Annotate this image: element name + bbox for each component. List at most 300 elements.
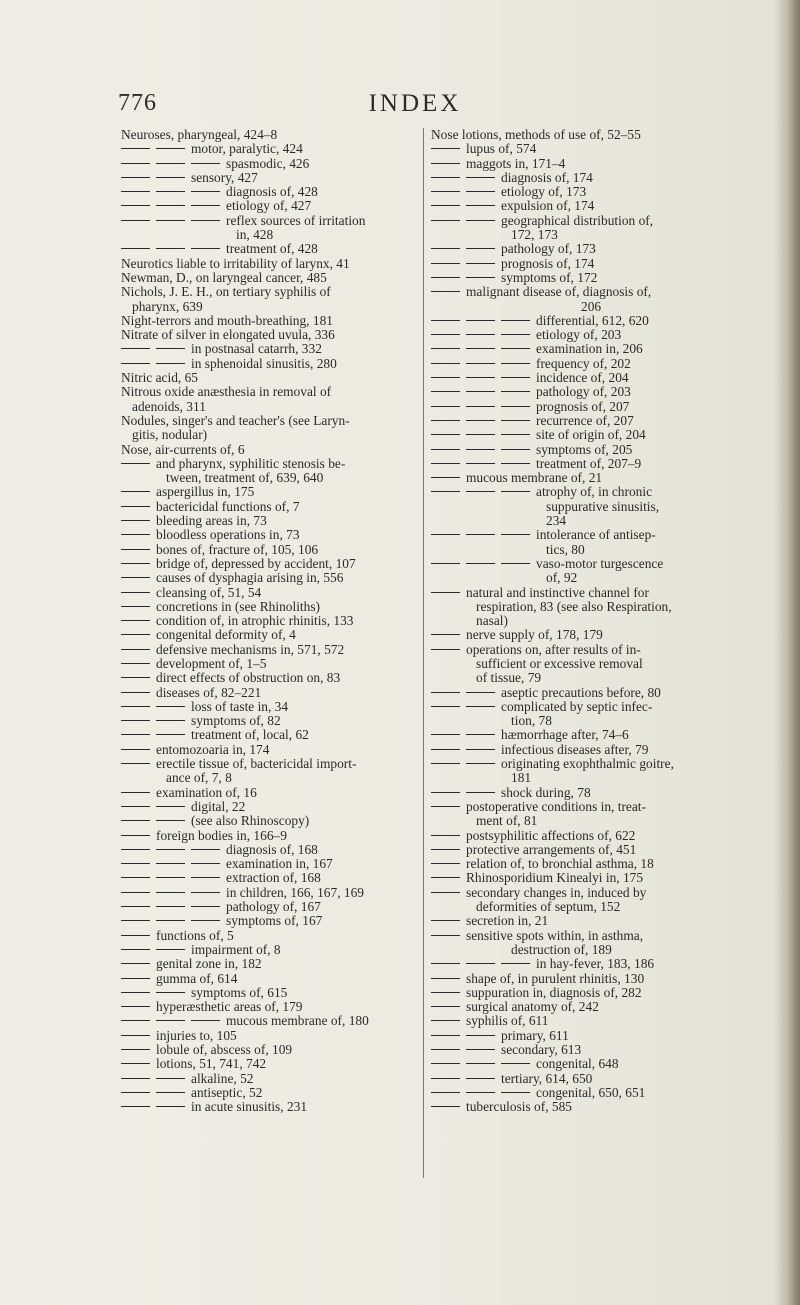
ditto-dash [156, 920, 185, 921]
ditto-dash [431, 1063, 460, 1064]
ditto-dash [466, 463, 495, 464]
index-entry [121, 1029, 411, 1043]
index-entry-text: frequency of, 202 [536, 355, 631, 371]
index-entry [431, 528, 747, 557]
index-entry [431, 972, 747, 986]
index-entry-text: foreign bodies in, 166–9 [156, 827, 287, 843]
ditto-dash [121, 1063, 150, 1064]
ditto-dash [431, 963, 460, 964]
index-entry-text: Nitric acid, 65 [121, 370, 198, 386]
index-entry [431, 185, 747, 199]
ditto-dash [121, 692, 150, 693]
index-entry [121, 528, 411, 542]
index-entry-text: aspergillus in, 175 [156, 484, 255, 500]
index-entry [121, 628, 411, 642]
index-entry [431, 843, 747, 857]
index-entry-text: Night-terrors and mouth-breathing, 181 [121, 312, 333, 328]
ditto-dash [431, 148, 460, 149]
index-entry-text: bridge of, depressed by accident, 107 [156, 555, 356, 571]
index-entry-text: complicated by septic infec- [501, 698, 653, 714]
index-entry [121, 557, 411, 571]
ditto-dash [431, 863, 460, 864]
index-entry [121, 614, 411, 628]
ditto-dash [121, 706, 150, 707]
index-entry [431, 385, 747, 399]
index-entry [121, 1057, 411, 1071]
ditto-dash [121, 734, 150, 735]
index-entry [431, 171, 747, 185]
index-entry [431, 1000, 747, 1014]
ditto-dash [501, 449, 530, 450]
index-entry-text: incidence of, 204 [536, 370, 629, 386]
ditto-dash [466, 563, 495, 564]
ditto-dash [121, 620, 150, 621]
ditto-dash [156, 363, 185, 364]
ditto-dash [156, 863, 185, 864]
index-entry-text: and pharynx, syphilitic stenosis be- [156, 455, 346, 471]
index-entry [121, 886, 411, 900]
index-entry-text: diagnosis of, 168 [226, 841, 318, 857]
ditto-dash [431, 463, 460, 464]
index-entry [121, 443, 411, 457]
ditto-dash [466, 320, 495, 321]
ditto-dash [431, 334, 460, 335]
ditto-dash [121, 606, 150, 607]
ditto-dash [431, 592, 460, 593]
ditto-dash [121, 906, 150, 907]
ditto-dash [121, 649, 150, 650]
ditto-dash [466, 692, 495, 693]
index-entry-text: differential, 612, 620 [536, 312, 649, 328]
index-entry-text: surgical anatomy of, 242 [466, 999, 599, 1015]
index-entry-continuation: gitis, nodular) [132, 427, 208, 443]
ditto-dash [466, 420, 495, 421]
index-entry-text: maggots in, 171–4 [466, 155, 566, 171]
index-entry-continuation: destruction of, 189 [511, 941, 612, 957]
index-entry [431, 586, 747, 629]
index-entry-text: treatment of, 207–9 [536, 455, 642, 471]
index-entry-continuation: respiration, 83 (see also Respiration, [476, 598, 672, 614]
ditto-dash [191, 877, 220, 878]
ditto-dash [191, 849, 220, 850]
ditto-dash [431, 806, 460, 807]
ditto-dash [121, 978, 150, 979]
ditto-dash [466, 348, 495, 349]
ditto-dash [121, 163, 150, 164]
index-entry-continuation: adenoids, 311 [132, 398, 206, 414]
ditto-dash [431, 935, 460, 936]
index-entry-text: sensitive spots within, in asthma, [466, 927, 644, 943]
index-entry-text: Neurotics liable to irritability of larynx, 41 [121, 255, 350, 271]
ditto-dash [431, 220, 460, 221]
index-entry [121, 1043, 411, 1057]
index-entry-text: in postnasal catarrh, 332 [191, 341, 322, 357]
ditto-dash [121, 205, 150, 206]
ditto-dash [466, 277, 495, 278]
index-entry-text: infectious diseases after, 79 [501, 741, 649, 757]
ditto-dash [466, 706, 495, 707]
ditto-dash [156, 892, 185, 893]
index-entry-text: Newman, D., on laryngeal cancer, 485 [121, 269, 327, 285]
index-entry-text: development of, 1–5 [156, 655, 267, 671]
index-entry-text: bloodless operations in, 73 [156, 527, 300, 543]
ditto-dash [191, 863, 220, 864]
index-entry [121, 857, 411, 871]
index-entry-text: symptoms of, 205 [536, 441, 633, 457]
index-entry-text: diagnosis of, 174 [501, 169, 593, 185]
index-entry [121, 671, 411, 685]
index-entry [121, 185, 411, 199]
index-entry [431, 128, 747, 142]
ditto-dash [466, 534, 495, 535]
index-entry-text: pathology of, 203 [536, 384, 631, 400]
ditto-dash [466, 191, 495, 192]
index-entry [431, 199, 747, 213]
ditto-dash [466, 363, 495, 364]
index-entry [121, 700, 411, 714]
ditto-dash [466, 263, 495, 264]
index-entry [431, 357, 747, 371]
ditto-dash [431, 792, 460, 793]
index-entry [121, 171, 411, 185]
index-entry [431, 914, 747, 928]
ditto-dash [431, 634, 460, 635]
index-entry-text: motor, paralytic, 424 [191, 141, 303, 157]
index-entry-text: causes of dysphagia arising in, 556 [156, 570, 344, 586]
index-entry [431, 1043, 747, 1057]
index-entry [431, 371, 747, 385]
index-entry [121, 214, 411, 243]
index-entry [121, 457, 411, 486]
ditto-dash [121, 849, 150, 850]
index-column-right [431, 128, 747, 1114]
ditto-dash [466, 491, 495, 492]
ditto-dash [191, 220, 220, 221]
ditto-dash [501, 491, 530, 492]
index-entry-text: tuberculosis of, 585 [466, 1099, 572, 1115]
index-entry [431, 400, 747, 414]
index-entry [121, 314, 411, 328]
index-entry-text: symptoms of, 615 [191, 984, 288, 1000]
ditto-dash [431, 1006, 460, 1007]
index-entry-text: aseptic precautions before, 80 [501, 684, 661, 700]
ditto-dash [431, 1020, 460, 1021]
ditto-dash [431, 248, 460, 249]
index-entry-text: loss of taste in, 34 [191, 698, 289, 714]
ditto-dash [156, 1020, 185, 1021]
index-entry-text: examination in, 167 [226, 856, 333, 872]
index-entry-text: mucous membrane of, 21 [466, 470, 603, 486]
index-entry [431, 428, 747, 442]
index-entry-text: etiology of, 203 [536, 327, 622, 343]
ditto-dash [121, 806, 150, 807]
index-entry-text: Rhinosporidium Kinealyi in, 175 [466, 870, 644, 886]
index-entry [431, 700, 747, 729]
index-entry-text: in sphenoidal sinusitis, 280 [191, 355, 337, 371]
index-entry [121, 986, 411, 1000]
index-entry-text: recurrence of, 207 [536, 412, 634, 428]
index-entry [121, 843, 411, 857]
index-entry [431, 1014, 747, 1028]
ditto-dash [431, 420, 460, 421]
index-entry-text: sensory, 427 [191, 169, 258, 185]
index-entry-text: treatment of, 428 [226, 241, 318, 257]
index-entry-text: impairment of, 8 [191, 941, 281, 957]
ditto-dash [121, 177, 150, 178]
ditto-dash [121, 363, 150, 364]
ditto-dash [431, 749, 460, 750]
index-entry-text: in acute sinusitis, 231 [191, 1099, 308, 1115]
ditto-dash [431, 205, 460, 206]
index-entry-text: suppuration in, diagnosis of, 282 [466, 984, 642, 1000]
ditto-dash [431, 277, 460, 278]
index-entry [121, 1000, 411, 1014]
index-entry-text: Nichols, J. E. H., on tertiary syphilis of [121, 284, 331, 300]
ditto-dash [501, 1063, 530, 1064]
index-entry [431, 271, 747, 285]
ditto-dash [121, 634, 150, 635]
ditto-dash [431, 734, 460, 735]
index-entry-text: examination in, 206 [536, 341, 643, 357]
ditto-dash [431, 449, 460, 450]
index-entry [121, 957, 411, 971]
index-entry-text: congenital, 648 [536, 1056, 619, 1072]
index-entry [431, 328, 747, 342]
index-entry-text: congenital, 650, 651 [536, 1084, 646, 1100]
ditto-dash [121, 863, 150, 864]
ditto-dash [121, 949, 150, 950]
ditto-dash [466, 434, 495, 435]
index-entry [121, 829, 411, 843]
ditto-dash [466, 1092, 495, 1093]
ditto-dash [121, 1106, 150, 1107]
index-entry [431, 829, 747, 843]
index-entry [431, 986, 747, 1000]
index-entry-continuation: of, 92 [546, 570, 578, 586]
ditto-dash [431, 406, 460, 407]
index-entry [121, 342, 411, 356]
ditto-dash [466, 1063, 495, 1064]
page-title: INDEX [368, 90, 462, 117]
ditto-dash [466, 963, 495, 964]
index-entry [431, 1086, 747, 1100]
ditto-dash [501, 463, 530, 464]
ditto-dash [191, 906, 220, 907]
index-entry [431, 485, 747, 528]
ditto-dash [121, 1078, 150, 1079]
index-entry-text: symptoms of, 172 [501, 269, 598, 285]
index-entry-text: atrophy of, in chronic [536, 484, 653, 500]
index-entry [431, 929, 747, 958]
page-number: 776 [118, 90, 157, 116]
ditto-dash [431, 263, 460, 264]
index-entry-text: alkaline, 52 [191, 1070, 254, 1086]
index-entry-text: etiology of, 173 [501, 184, 587, 200]
index-entry [431, 342, 747, 356]
ditto-dash [156, 906, 185, 907]
ditto-dash [121, 663, 150, 664]
ditto-dash [156, 348, 185, 349]
ditto-dash [121, 720, 150, 721]
ditto-dash [156, 734, 185, 735]
ditto-dash [431, 1049, 460, 1050]
index-entry-text: treatment of, local, 62 [191, 727, 309, 743]
ditto-dash [431, 348, 460, 349]
index-entry [121, 414, 411, 443]
ditto-dash [191, 163, 220, 164]
index-entry-text: intolerance of antisep- [536, 527, 656, 543]
ditto-dash [501, 1092, 530, 1093]
ditto-dash [466, 749, 495, 750]
index-entry-text: Nose lotions, methods of use of, 52–55 [431, 127, 641, 142]
index-entry [431, 686, 747, 700]
ditto-dash [431, 920, 460, 921]
ditto-dash [156, 992, 185, 993]
index-entry [431, 257, 747, 271]
index-entry-text: prognosis of, 207 [536, 398, 630, 414]
index-entry-text: in hay-fever, 183, 186 [536, 956, 655, 972]
index-entry [121, 871, 411, 885]
index-entry-text: natural and instinctive channel for [466, 584, 649, 600]
index-entry [121, 485, 411, 499]
index-entry [121, 1086, 411, 1100]
index-entry [431, 457, 747, 471]
ditto-dash [121, 792, 150, 793]
ditto-dash [156, 806, 185, 807]
ditto-dash [431, 1106, 460, 1107]
ditto-dash [121, 577, 150, 578]
ditto-dash [431, 434, 460, 435]
index-entry [431, 886, 747, 915]
index-entry-text: Nitrate of silver in elongated uvula, 336 [121, 327, 335, 343]
ditto-dash [501, 563, 530, 564]
ditto-dash [156, 849, 185, 850]
index-entry-text: site of origin of, 204 [536, 427, 646, 443]
index-entry [121, 257, 411, 271]
index-entry [121, 972, 411, 986]
ditto-dash [431, 992, 460, 993]
ditto-dash [156, 205, 185, 206]
index-entry-text: Nodules, singer's and teacher's (see Laryn- [121, 412, 350, 428]
index-entry-text: (see also Rhinoscopy) [191, 813, 310, 829]
page-edge-shadow [774, 0, 800, 1305]
index-entry-text: etiology of, 427 [226, 198, 312, 214]
index-entry [121, 814, 411, 828]
ditto-dash [431, 763, 460, 764]
ditto-dash [121, 563, 150, 564]
index-entry-text: symptoms of, 167 [226, 913, 323, 929]
index-entry-text: digital, 22 [191, 798, 246, 814]
ditto-dash [466, 391, 495, 392]
index-entry-text: genital zone in, 182 [156, 956, 262, 972]
ditto-dash [121, 1049, 150, 1050]
ditto-dash [121, 677, 150, 678]
index-entry-text: bleeding areas in, 73 [156, 513, 267, 529]
index-entry-text: primary, 611 [501, 1027, 569, 1043]
index-entry [121, 199, 411, 213]
ditto-dash [431, 649, 460, 650]
index-entry-continuation: 206 [581, 298, 602, 314]
index-entry [121, 800, 411, 814]
index-entry-text: shape of, in purulent rhinitis, 130 [466, 970, 645, 986]
ditto-dash [191, 920, 220, 921]
index-entry-text: relation of, to bronchial asthma, 18 [466, 856, 654, 872]
ditto-dash [501, 334, 530, 335]
index-entry [431, 157, 747, 171]
ditto-dash [501, 377, 530, 378]
ditto-dash [121, 506, 150, 507]
index-entry-continuation: tween, treatment of, 639, 640 [166, 470, 324, 486]
ditto-dash [466, 205, 495, 206]
index-entry-text: shock during, 78 [501, 784, 591, 800]
ditto-dash [156, 191, 185, 192]
index-entry-text: in children, 166, 167, 169 [226, 884, 364, 900]
index-entry [121, 914, 411, 928]
index-entry-text: lotions, 51, 741, 742 [156, 1056, 267, 1072]
ditto-dash [156, 1092, 185, 1093]
ditto-dash [191, 248, 220, 249]
ditto-dash [156, 1078, 185, 1079]
ditto-dash [121, 520, 150, 521]
index-entry [121, 943, 411, 957]
ditto-dash [431, 477, 460, 478]
index-entry [121, 157, 411, 171]
index-entry [121, 385, 411, 414]
index-entry-text: hyperæsthetic areas of, 179 [156, 999, 303, 1015]
index-entry [121, 285, 411, 314]
index-entry [121, 328, 411, 342]
ditto-dash [466, 1049, 495, 1050]
index-entry [121, 371, 411, 385]
ditto-dash [121, 1020, 150, 1021]
ditto-dash [431, 291, 460, 292]
ditto-dash [431, 692, 460, 693]
ditto-dash [121, 248, 150, 249]
index-entry [121, 714, 411, 728]
index-entry-text: pathology of, 167 [226, 899, 321, 915]
index-entry [431, 443, 747, 457]
index-entry-text: antiseptic, 52 [191, 1084, 263, 1100]
ditto-dash [501, 963, 530, 964]
index-entry-continuation: ance of, 7, 8 [166, 770, 232, 786]
index-entry [121, 728, 411, 742]
ditto-dash [121, 1092, 150, 1093]
index-entry-continuation: deformities of septum, 152 [476, 899, 621, 915]
index-entry-text: spasmodic, 426 [226, 155, 310, 171]
index-entry-text: lobule of, abscess of, 109 [156, 1042, 293, 1057]
index-entry-text: mucous membrane of, 180 [226, 1013, 369, 1029]
index-entry-continuation: nasal) [476, 613, 508, 629]
page-header [0, 90, 800, 124]
index-entry-text: secretion in, 21 [466, 913, 549, 929]
index-entry-text: entomozoaria in, 174 [156, 741, 270, 757]
ditto-dash [121, 763, 150, 764]
index-entry [431, 1100, 747, 1114]
index-entry-text: prognosis of, 174 [501, 255, 595, 271]
index-entry [431, 1057, 747, 1071]
index-entry [121, 1072, 411, 1086]
index-entry [121, 500, 411, 514]
index-entry-text: originating exophthalmic goitre, [501, 756, 674, 772]
ditto-dash [121, 920, 150, 921]
index-entry [431, 957, 747, 971]
index-entry [431, 757, 747, 786]
ditto-dash [501, 434, 530, 435]
index-entry-continuation: tics, 80 [546, 541, 585, 557]
index-entry [431, 1072, 747, 1086]
ditto-dash [431, 534, 460, 535]
ditto-dash [466, 449, 495, 450]
